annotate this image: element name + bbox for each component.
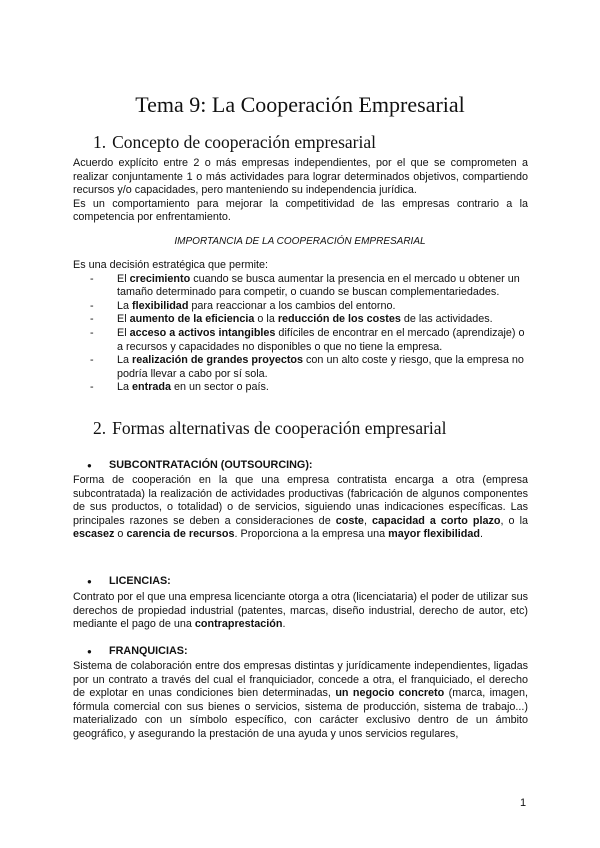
section-1-definition	[73, 157, 528, 225]
importance-item-projects: - La realización de grandes proyectos con un alto coste y riesgo, que la empresa no podría llevar a cabo por sí sola.	[117, 354, 528, 381]
licencias-paragraph: Contrato por el que una empresa licenciante otorga a otra (licenciataria) el poder de utilizar sus derechos de propiedad industrial (patentes, marcas, diseño industrial, derecho de autor, etc) mediante el pago de una contraprestación.	[73, 591, 528, 631]
importance-list	[73, 273, 528, 395]
subcontratacion-heading: ● SUBCONTRATACIÓN (OUTSOURCING):	[87, 459, 313, 471]
importance-item-flexibility: - La flexibilidad para reaccionar a los cambios del entorno.	[117, 300, 528, 314]
importance-item-entry: - La entrada en un sector o país.	[117, 381, 528, 395]
importance-item-efficiency: - El aumento de la eficiencia o la reducción de los costes de las actividades.	[117, 313, 528, 327]
bullet-icon: ●	[87, 647, 92, 656]
page-number: 1	[520, 797, 527, 809]
section-2-heading	[93, 418, 446, 439]
importance-intro: Es una decisión estratégica que permite:	[73, 259, 269, 271]
section-2-heading-text: Formas alternativas de cooperación empresarial	[112, 418, 447, 438]
section-1-number: 1.	[93, 132, 107, 152]
section-1-heading	[93, 132, 376, 153]
importance-subtitle: IMPORTANCIA DE LA COOPERACIÓN EMPRESARIAL	[174, 236, 426, 247]
definition-paragraph: Acuerdo explícito entre 2 o más empresas independientes, por el que se comprometen a realizar conjuntamente 1 o más actividades para lograr determinados objetivos, compartiendo recursos y/o capacidades, pero manteniendo su independencia jurídica.	[73, 157, 528, 197]
importance-item-growth: - El crecimiento cuando se busca aumentar la presencia en el mercado u obtener un tamaño determinado para competir, o cuando se buscan complementariedades.	[117, 273, 528, 300]
licencias-heading: ● LICENCIAS:	[87, 575, 171, 587]
subcontratacion-paragraph: Forma de cooperación en la que una empresa contratista encarga a otra (empresa subcontratada) la realización de actividades productivas (fabricación de algunos componentes de sus productos, o totalidad) o de servicios, siguiendo unas indicaciones específicas. Las principales razones se deben a consideraciones de coste, capacidad a corto plazo, o la escasez o carencia de recursos. Proporciona a la empresa una mayor flexibilidad.	[73, 474, 528, 541]
bullet-icon: ●	[87, 461, 92, 470]
bullet-icon: ●	[87, 577, 92, 586]
page-title: Tema 9: La Cooperación Empresarial	[135, 92, 465, 117]
franquicias-paragraph: Sistema de colaboración entre dos empresas distintas y jurídicamente independientes, ligadas por un contrato a través del cual el franquiciador, concede a otra, el franquiciado, el derecho de explotar en unas condiciones bien determinadas, un negocio concreto (marca, imagen, fórmula comercial con sus bienes o servicios, sistema de producción, sistema de trabajo...) materializado con un símbolo específico, con carácter exclusivo dentro de un ámbito geográfico, y asegurando la prestación de una ayuda y unos servicios regulares,	[73, 660, 528, 740]
franquicias-heading: ● FRANQUICIAS:	[87, 645, 188, 657]
importance-item-intangibles: - El acceso a activos intangibles difíciles de encontrar en el mercado (aprendizaje) o a recursos y capacidades no disponibles o que no tiene la empresa.	[117, 327, 528, 354]
competitiveness-paragraph: Es un comportamiento para mejorar la competitividad de las empresas contrario a la competencia por enfrentamiento.	[73, 197, 528, 224]
section-1-heading-text: Concepto de cooperación empresarial	[112, 132, 376, 152]
importance-block	[73, 259, 528, 395]
section-2-number: 2.	[93, 418, 107, 438]
